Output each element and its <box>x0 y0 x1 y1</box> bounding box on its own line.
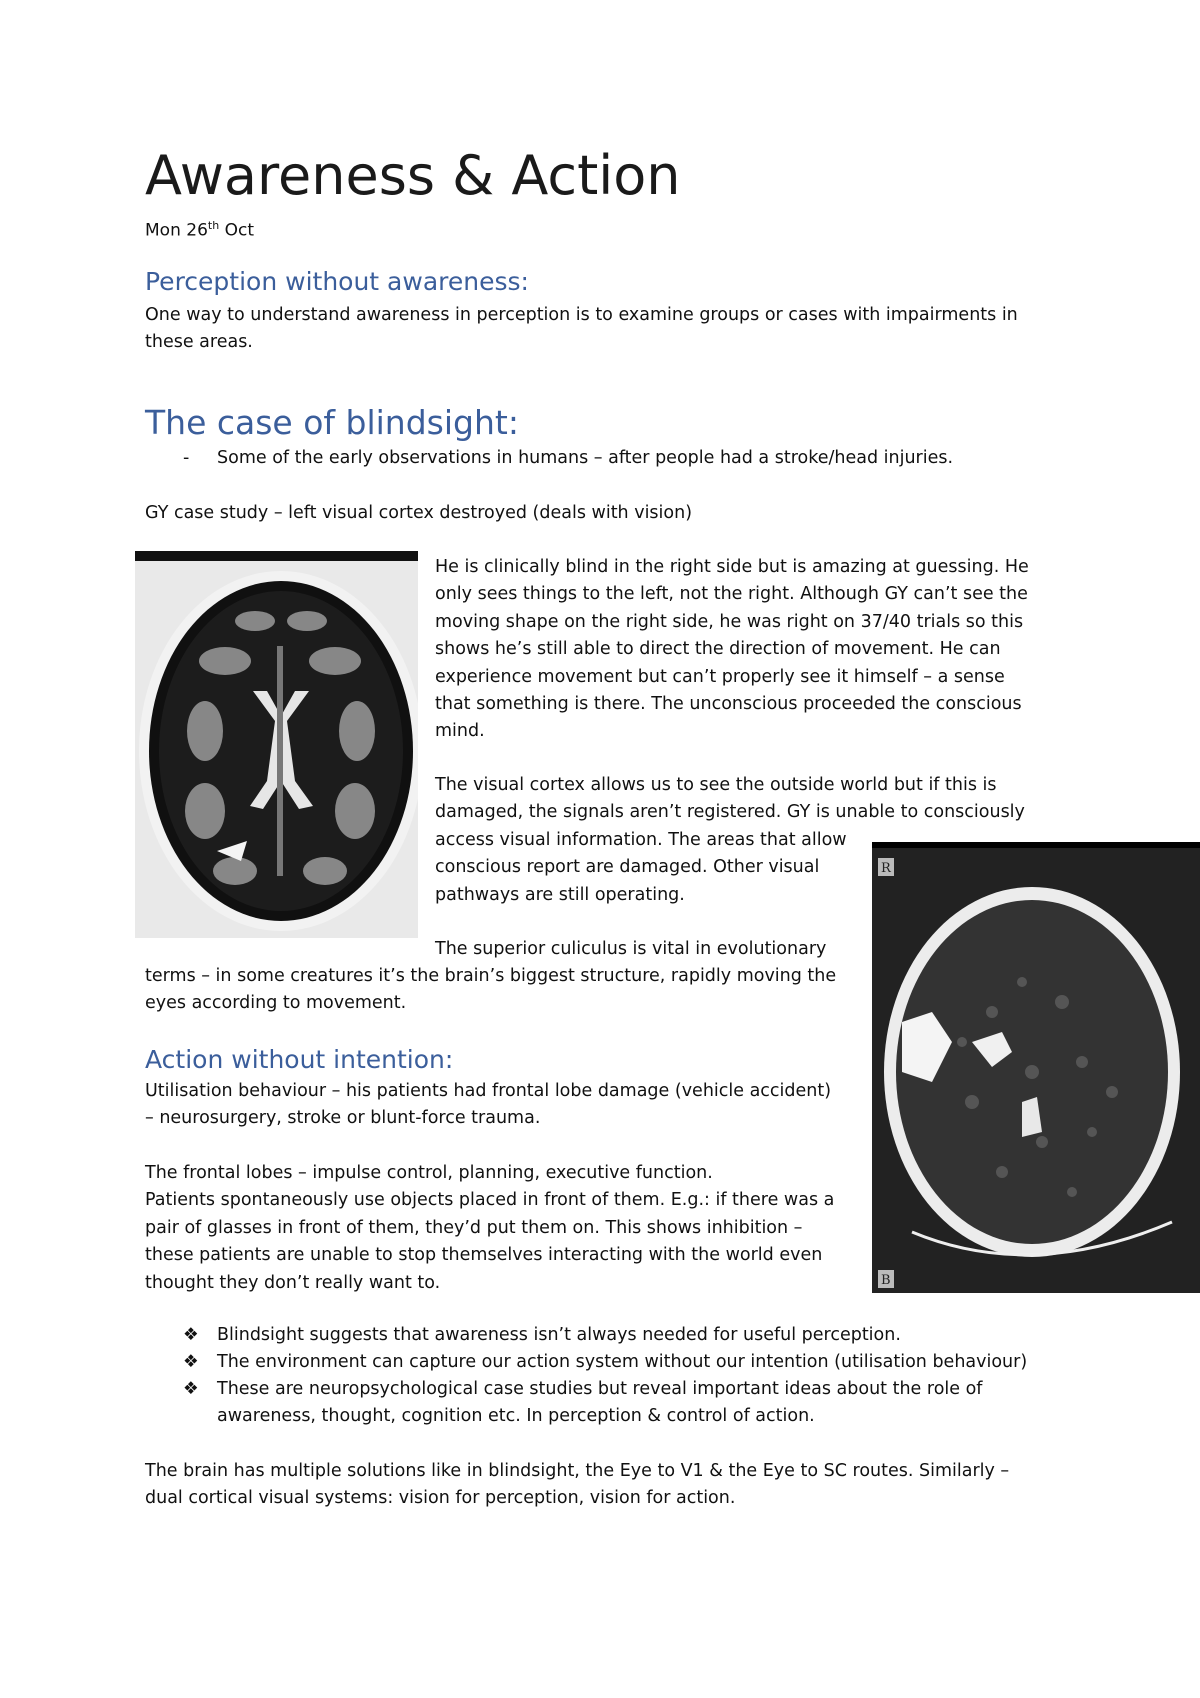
diamond-bullet-icon: ❖ <box>183 1325 199 1345</box>
text-line: dual cortical visual systems: vision for perception, vision for action. <box>145 1488 736 1509</box>
gy-case-study-line: GY case study – left visual cortex destroyed (deals with vision) <box>145 503 693 523</box>
superior-culiculus-continued <box>145 963 836 1018</box>
date-prefix: Mon 26 <box>145 220 208 241</box>
text-line: thought they don’t really want to. <box>145 1272 441 1293</box>
text-line: access visual information. The areas that allow <box>435 829 847 850</box>
heading-action-without-intention: Action without intention: <box>145 1045 454 1074</box>
page-title: Awareness & Action <box>145 144 681 207</box>
date-line <box>145 214 254 243</box>
text-line: – neurosurgery, stroke or blunt-force trauma. <box>145 1108 541 1129</box>
text-line: He is clinically blind in the right side but is amazing at guessing. He <box>435 557 1029 577</box>
utilisation-paragraph <box>145 1078 831 1133</box>
ct-label-top: R <box>881 861 891 876</box>
superior-culiculus-line-1: The superior culiculus is vital in evolutionary <box>435 939 827 959</box>
text-line: The brain has multiple solutions like in blindsight, the Eye to V1 & the Eye to SC routes. Similarly – <box>145 1461 1010 1481</box>
bullet-blindsight-summary: Blindsight suggests that awareness isn’t always needed for useful perception. <box>217 1325 901 1345</box>
heading-case-of-blindsight: The case of blindsight: <box>145 403 519 442</box>
text-line: eyes according to movement. <box>145 993 407 1014</box>
text-line: Patients spontaneously use objects placed in front of them. E.g.: if there was a <box>145 1190 835 1211</box>
brain-mri-image <box>135 551 418 938</box>
bullet-neuropsych-summary <box>217 1376 982 1431</box>
ct-label-bottom: B <box>881 1273 891 1288</box>
text-line: shows he’s still able to direct the direction of movement. He can <box>435 639 1001 660</box>
diamond-bullet-icon: ❖ <box>183 1379 199 1399</box>
text-line: conscious report are damaged. Other visual <box>435 857 820 878</box>
bullet-early-observations: Some of the early observations in humans – after people had a stroke/head injuries. <box>217 448 954 468</box>
dash-bullet-icon: - <box>183 448 190 468</box>
diamond-bullet-icon: ❖ <box>183 1352 199 1372</box>
text-line: experience movement but can’t properly see it himself – a sense <box>435 666 1005 687</box>
text-line: terms – in some creatures it’s the brain’s biggest structure, rapidly moving the <box>145 966 837 986</box>
brain-ct-image <box>872 842 1200 1293</box>
frontal-lobes-paragraph <box>145 1160 834 1297</box>
text-line: awareness, thought, cognition etc. In perception & control of action. <box>217 1406 815 1427</box>
section1-text <box>145 302 1018 357</box>
text-line: One way to understand awareness in perception is to examine groups or cases with impairments in <box>145 305 1018 325</box>
text-line: that something is there. The unconscious proceeded the conscious <box>435 694 1022 715</box>
text-line: The visual cortex allows us to see the outside world but if this is <box>435 775 997 795</box>
bullet-environment-summary: The environment can capture our action system without our intention (utilisation behaviour) <box>217 1352 1028 1372</box>
text-line: mind. <box>435 721 485 742</box>
date-month: Oct <box>219 220 254 241</box>
text-line: these patients are unable to stop themselves interacting with the world even <box>145 1245 823 1266</box>
text-line: these areas. <box>145 332 253 353</box>
text-line: The frontal lobes – impulse control, planning, executive function. <box>145 1163 713 1183</box>
gy-description-paragraph <box>435 554 1029 746</box>
text-line: Utilisation behaviour – his patients had frontal lobe damage (vehicle accident) <box>145 1081 832 1101</box>
closing-paragraph <box>145 1458 1009 1513</box>
text-line: These are neuropsychological case studies but reveal important ideas about the role of <box>217 1379 983 1399</box>
date-suffix-sup: th <box>207 219 220 232</box>
text-line: pathways are still operating. <box>435 884 685 905</box>
text-line: moving shape on the right side, he was right on 37/40 trials so this <box>435 611 1024 632</box>
text-line: damaged, the signals aren’t registered. GY is unable to consciously <box>435 802 1025 823</box>
text-line: pair of glasses in front of them, they’d put them on. This shows inhibition – <box>145 1217 803 1238</box>
text-line: only sees things to the left, not the right. Although GY can’t see the <box>435 584 1028 605</box>
heading-perception-without-awareness: Perception without awareness: <box>145 267 529 296</box>
